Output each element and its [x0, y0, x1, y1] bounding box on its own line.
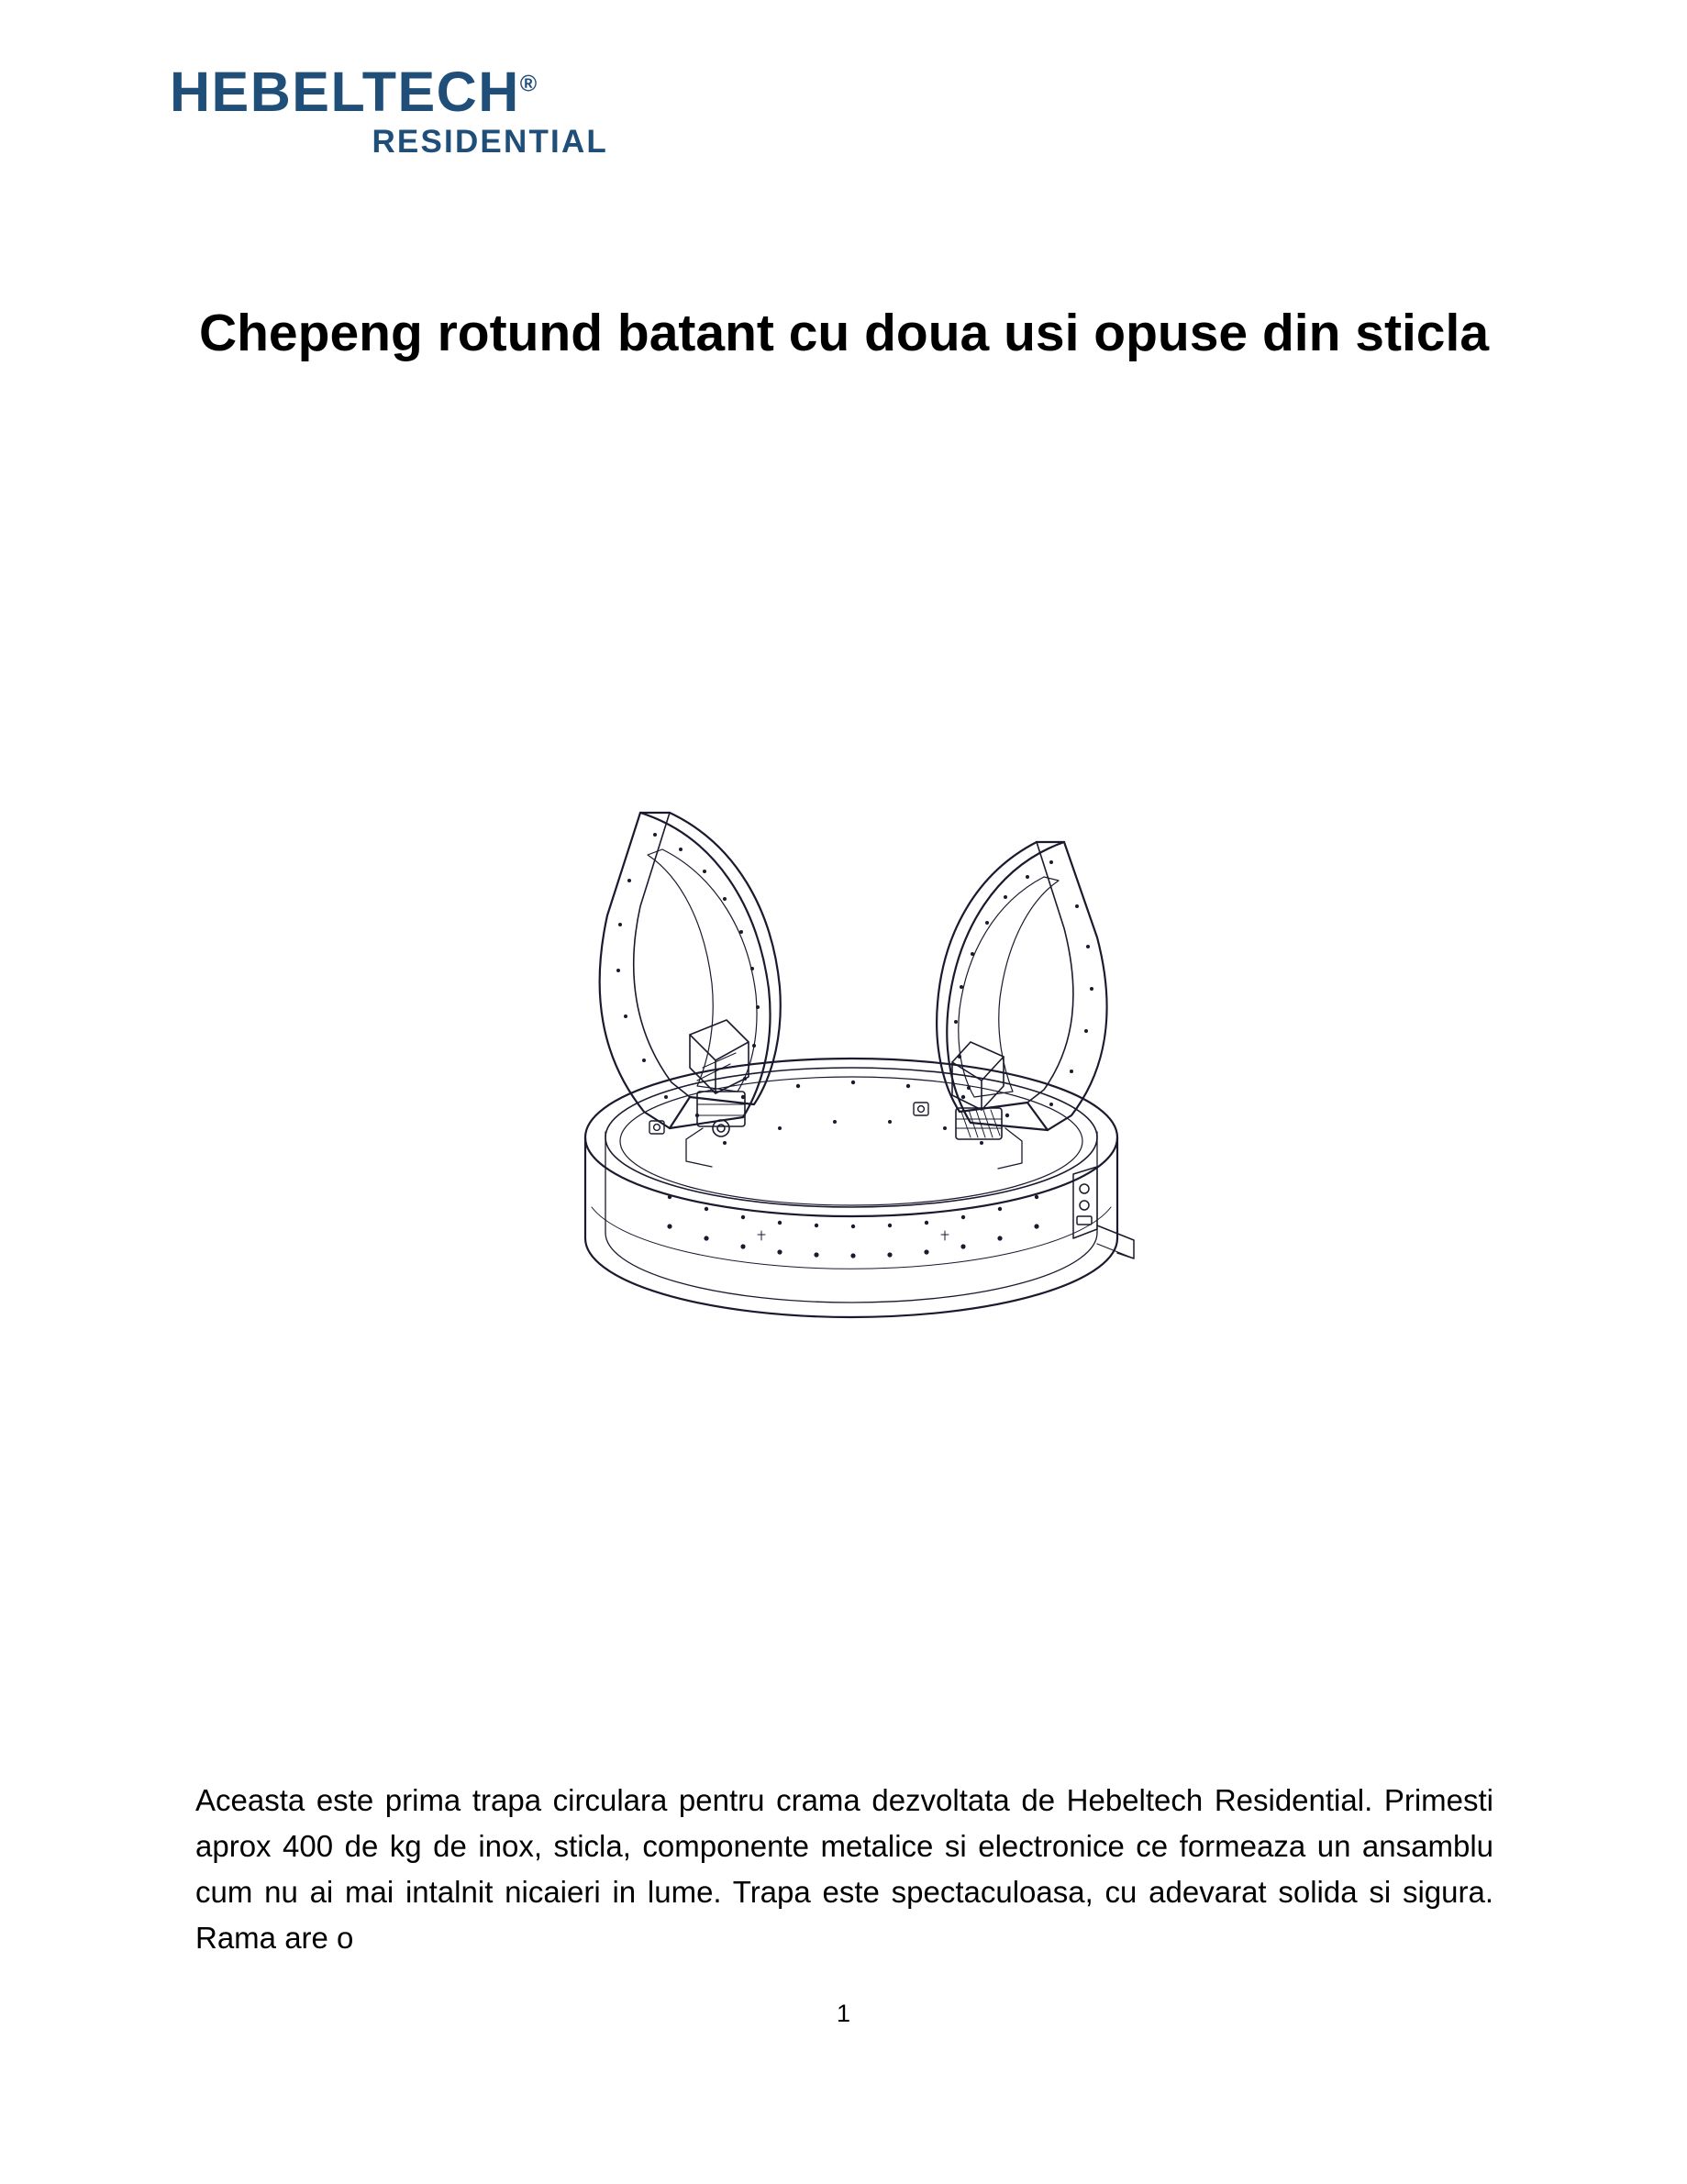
intro-paragraph: Aceasta este prima trapa circulara pentru crama dezvoltata de Hebeltech Residential. Primesti aprox 400 de kg de inox, sticla, componente metalice si electronice ce formeaza un ansamblu cum nu ai mai intalnit nicaieri in lume. Trapa este spectaculoasa, cu adevarat solida si sigura. Rama are o [195, 1783, 1493, 1956]
page-number: 1 [836, 2000, 851, 2027]
logo-wordmark [170, 61, 647, 123]
company-logo [170, 61, 647, 160]
registered-trademark-icon: ® [519, 71, 538, 97]
logo-subtext: RESIDENTIAL [372, 124, 608, 160]
logo-main-text: HEBELTECH [170, 61, 520, 123]
product-technical-drawing [394, 697, 1312, 1339]
page-title: Chepeng rotund batant cu doua usi opuse din sticla [198, 304, 1490, 363]
